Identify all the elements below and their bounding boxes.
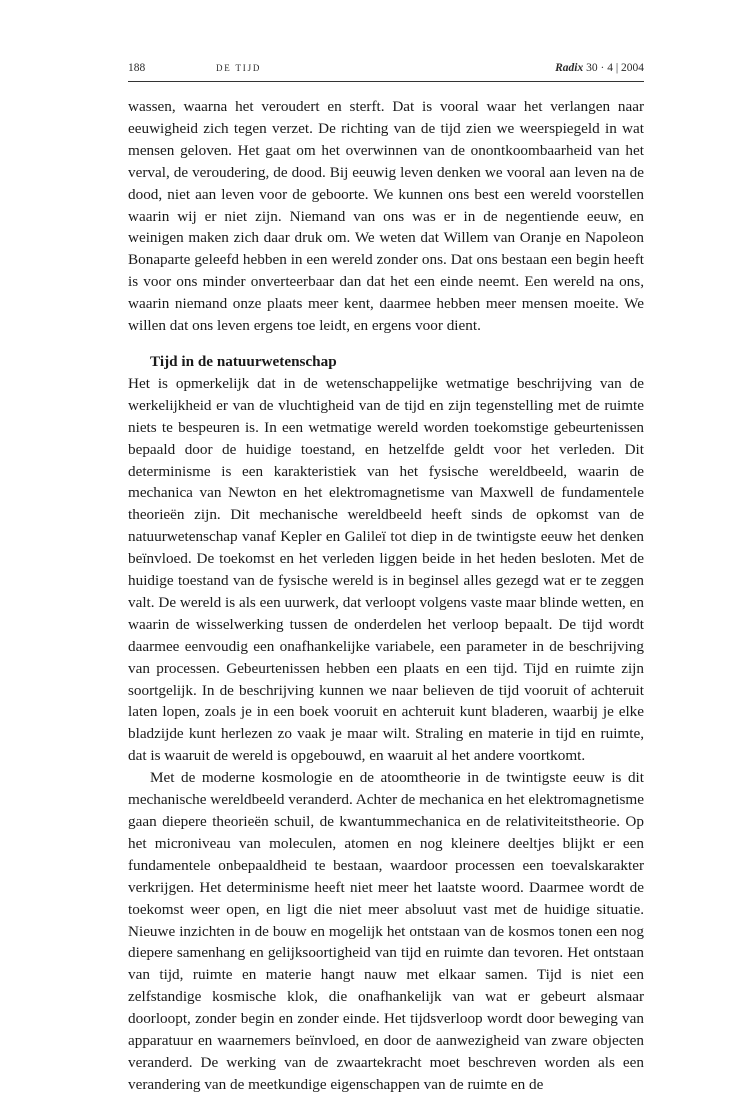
paragraph-modern-cosmology: Met de moderne kosmologie en de atoomtheorie in de twintigste eeuw is dit mechanische wereldbeeld veranderd. Achter de mechanica en het elektromagnetisme gaan diepere theorieën schuil, de kwantummechanica en de relativiteitstheorie. Op het microniveau van moleculen, atomen en nog kleinere deeltjes blijkt er een fundamentele onbepaaldheid te bestaan, waardoor processen een toevalskarakter verkrijgen. Het determinisme heeft niet meer het laatste woord. Daarmee wordt de toekomst weer open, en ligt die niet meer absoluut vast met de huidige situatie. Nieuwe inzichten in de bouw en mogelijk het ontstaan van de kosmos tonen een nog diepere samenhang en gelijksoortigheid van tijd en ruimte dan tevoren. Het ontstaan van tijd, ruimte en materie hangt nauw met elkaar samen. Tijd is niet een zelfstandige kosmische klok, die onafhankelijk van wat er gebeurt alsmaar doorloopt, zonder begin en zonder einde. Het tijdsverloop wordt door beweging van apparatuur en waarnemers beïnvloed, en door de aanwezigheid van zware objecten veranderd. De werking van de zwaartekracht moet beschreven worden als een verandering van de meetkundige eigenschappen van de ruimte en de: [128, 769, 644, 1093]
header-rule: [128, 81, 644, 82]
journal-reference: [555, 62, 644, 74]
journal-name: Radix: [555, 62, 584, 74]
section-heading: Tijd in de natuurwetenschap: [150, 352, 337, 370]
paragraph-determinism: Het is opmerkelijk dat in de wetenschappelijke wetmatige beschrijving van de werkelijkheid er van de vluchtigheid van de tijd en zijn tegenstelling met de ruimte niets te bespeuren is. In een wetmatige wereld worden toekomstige gebeurtenissen bepaald door de huidige toestand, en hetzelfde geldt voor het verleden. Dit determinisme is een karakteristiek van het fysische wereldbeeld, waarin de mechanica van Newton en het elektromagnetisme van Maxwell de fundamentele theorieën zijn. Dit mechanische wereldbeeld heeft sinds de opkomst van de natuurwetenschap vanaf Kepler en Galileï tot diep in de twintigste eeuw het denken beïnvloed. De toekomst en het verleden liggen beide in het heden besloten. Met de huidige toestand van de fysische wereld is in beginsel alles gezegd wat er te zeggen valt. De wereld is als een uurwerk, dat verloopt volgens vaste maar blinde wetten, en waarin de wisselwerking tussen de onderdelen het verloop bepaalt. De tijd wordt daarmee eenvoudig een onafhankelijke variabele, een parameter in de beschrijving van processen. Gebeurtenissen hebben een plaats en een tijd. Tijd en ruimte zijn soortgelijk. In de beschrijving kunnen we naar believen de tijd vooruit of achteruit laten lopen, zoals je in een boek vooruit en achteruit kunt bladeren, waarbij je elke bladzijde kunt herlezen zo vaak je maar wilt. Straling en materie in tijd en ruimte, dat is waaruit de wereld is opgebouwd, en waaruit al het andere voortkomt.: [128, 374, 644, 765]
article-body: [128, 96, 644, 1096]
paragraph-continuation: wassen, waarna het veroudert en sterft. Dat is vooral waar het verlangen naar eeuwigheid zich tegen verzet. De richting van de tijd zien we weerspiegeld in wat mensen geloven. Het gaat om het overwinnen van de onontkoombaarheid van het verval, de veroudering, de dood. Bij eeuwig leven denken we vooral aan leven na de dood, niet aan leven voor de geboorte. We kunnen ons best een wereld voorstellen waarin wij er niet zijn. Niemand van ons was er in de negentiende eeuw, en weinigen maken zich daar druk om. We weten dat Willem van Oranje en Napoleon Bonaparte geleefd hebben in een wereld zonder ons. Dat ons bestaan een begin heeft is voor ons minder onverteerbaar dan dat het een einde neemt. Een wereld na ons, waarin niemand onze plaats meer kent, daarmee hebben meer mensen moeite. We willen dat ons leven ergens toe leidt, en ergens voor dient.: [128, 98, 644, 335]
page-number: 188: [128, 62, 146, 74]
journal-issue: 30 · 4 | 2004: [586, 62, 644, 74]
section-title: DE TIJD: [216, 63, 262, 73]
running-head: [128, 62, 644, 78]
